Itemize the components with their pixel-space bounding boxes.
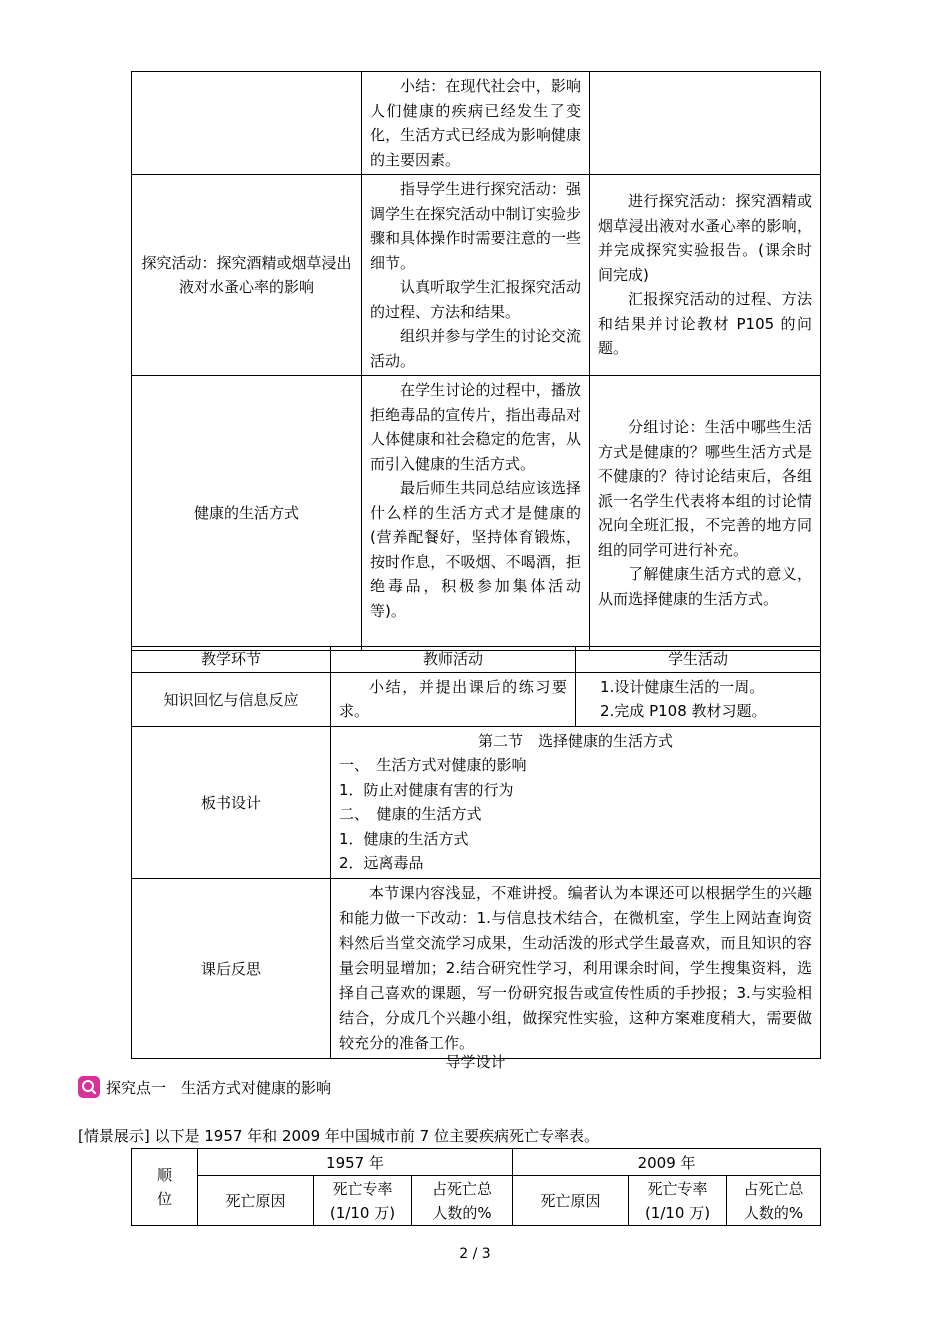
explore-point-heading [78, 1074, 331, 1100]
student-cell [590, 175, 821, 376]
guide-title: 导学设计 [445, 1053, 506, 1071]
table-row [132, 878, 821, 1058]
header-stage: 教学环节 [132, 647, 331, 673]
reflection-text: 本节课内容浅显，不难讲授。编者认为本课还可以根据学生的兴趣和能力做一下改动：1.与信息技术结合，在微机室，学生上网站查询资料然后当堂交流学习成果，生动活泼的形式学生最喜欢，而且知识的容量会明显增加；2.结合研究性学习，利用课余时间，学生搜集资料，选择自己喜欢的课题，写一份研究报告或宣传性质的手抄报；3.与实验相结合，分成几个兴趣小组，做探究性实验，这种方案难度稍大，需要做较充分的准备工作。 [339, 883, 812, 1052]
board-content [331, 726, 821, 878]
student-paragraph: 了解健康生活方式的意义，从而选择健康的生活方式。 [598, 565, 812, 608]
explore-point-text: 探究点一 生活方式对健康的影响 [106, 1078, 332, 1097]
header-student: 学生活动 [576, 647, 821, 673]
scenario-text: [情景展示] 以下是 1957 年和 2009 年中国城市前 7 位主要疾病死亡专率表。 [78, 1127, 599, 1145]
table-row [132, 175, 821, 376]
student-paragraph: 汇报探究活动的过程、方法和结果并讨论教材 P105 的问题。 [598, 290, 812, 358]
cause-header: 死亡原因 [513, 1176, 629, 1226]
stage-label: 健康的生活方式 [193, 503, 299, 522]
stage-cell [132, 376, 362, 651]
teacher-cell [362, 175, 590, 376]
student-paragraph: 进行探究活动：探究酒精或烟草浸出液对水蚤心率的影响，并完成探究实验报告。(课余时间完成) [598, 192, 812, 284]
board-line: 二、 健康的生活方式 [339, 805, 482, 823]
review-student-item: 2.完成 P108 教材习题。 [600, 702, 767, 720]
page-number: 2 / 3 [459, 1246, 491, 1262]
mortality-table [131, 1148, 821, 1226]
activities-table [131, 71, 821, 651]
student-paragraph: 分组讨论：生活中哪些生活方式是健康的？哪些生活方式是不健康的？待讨论结束后，各组派一名学生代表将本组的讨论情况向全班汇报，不完善的地方同组的同学可进行补充。 [598, 418, 812, 559]
share-header: 占死亡总 人数的% [727, 1176, 821, 1226]
stage-label: 探究活动：探究酒精或烟草浸出液对水蚤心率的影响 [141, 253, 352, 296]
reflection-label: 课后反思 [132, 878, 331, 1058]
stage-cell [132, 72, 362, 175]
student-cell [576, 672, 821, 726]
lesson-table [131, 646, 821, 1059]
teacher-paragraph: 最后师生共同总结应该选择什么样的生活方式才是健康的(营养配餐好，坚持体育锻炼，按时作息，不吸烟、不喝酒，拒绝毒品，积极参加集体活动等)。 [370, 479, 581, 620]
header-teacher: 教师活动 [331, 647, 576, 673]
student-cell [590, 376, 821, 651]
year-1957-header: 1957 年 [198, 1149, 513, 1176]
teacher-paragraph: 组织并参与学生的讨论交流活动。 [370, 327, 581, 370]
review-label: 知识回忆与信息反应 [132, 672, 331, 726]
teacher-summary: 小结：在现代社会中，影响人们健康的疾病已经发生了变化，生活方式已经成为影响健康的主要因素。 [370, 77, 581, 169]
student-cell [590, 72, 821, 175]
board-line: 1．防止对健康有害的行为 [339, 780, 514, 799]
teacher-cell [362, 376, 590, 651]
table-row [132, 672, 821, 726]
board-line: 1．健康的生活方式 [339, 829, 469, 848]
year-2009-header: 2009 年 [513, 1149, 821, 1176]
table-row [132, 726, 821, 878]
board-line: 2．远离毒品 [339, 854, 424, 872]
teacher-paragraph: 指导学生进行探究活动：强调学生在探究活动中制订实验步骤和具体操作时需要注意的一些细节。 [370, 180, 581, 272]
board-line: 一、 生活方式对健康的影响 [339, 756, 527, 774]
teacher-cell [331, 672, 576, 726]
cause-header: 死亡原因 [198, 1176, 314, 1226]
stage-cell [132, 175, 362, 376]
rate-header: 死亡专率 (1/10 万) [629, 1176, 727, 1226]
board-label: 板书设计 [132, 726, 331, 878]
rank-header: 顺 位 [132, 1149, 198, 1226]
table-header-row [132, 647, 821, 673]
review-teacher: 小结，并提出课后的练习要求。 [339, 677, 567, 720]
table-header-row [132, 1149, 821, 1176]
share-header: 占死亡总 人数的% [412, 1176, 513, 1226]
teacher-cell [362, 72, 590, 175]
review-student-item: 1.设计健康生活的一周。 [600, 677, 765, 696]
reflection-content [331, 878, 821, 1058]
magnifier-icon [78, 1076, 100, 1098]
table-row [132, 72, 821, 175]
teacher-paragraph: 认真听取学生汇报探究活动的过程、方法和结果。 [370, 278, 581, 321]
rate-header: 死亡专率 (1/10 万) [314, 1176, 412, 1226]
teacher-paragraph: 在学生讨论的过程中，播放拒绝毒品的宣传片，指出毒品对人体健康和社会稳定的危害，从而引入健康的生活方式。 [370, 381, 581, 473]
table-row [132, 376, 821, 651]
table-header-row [132, 1176, 821, 1226]
board-title: 第二节 选择健康的生活方式 [477, 731, 673, 750]
